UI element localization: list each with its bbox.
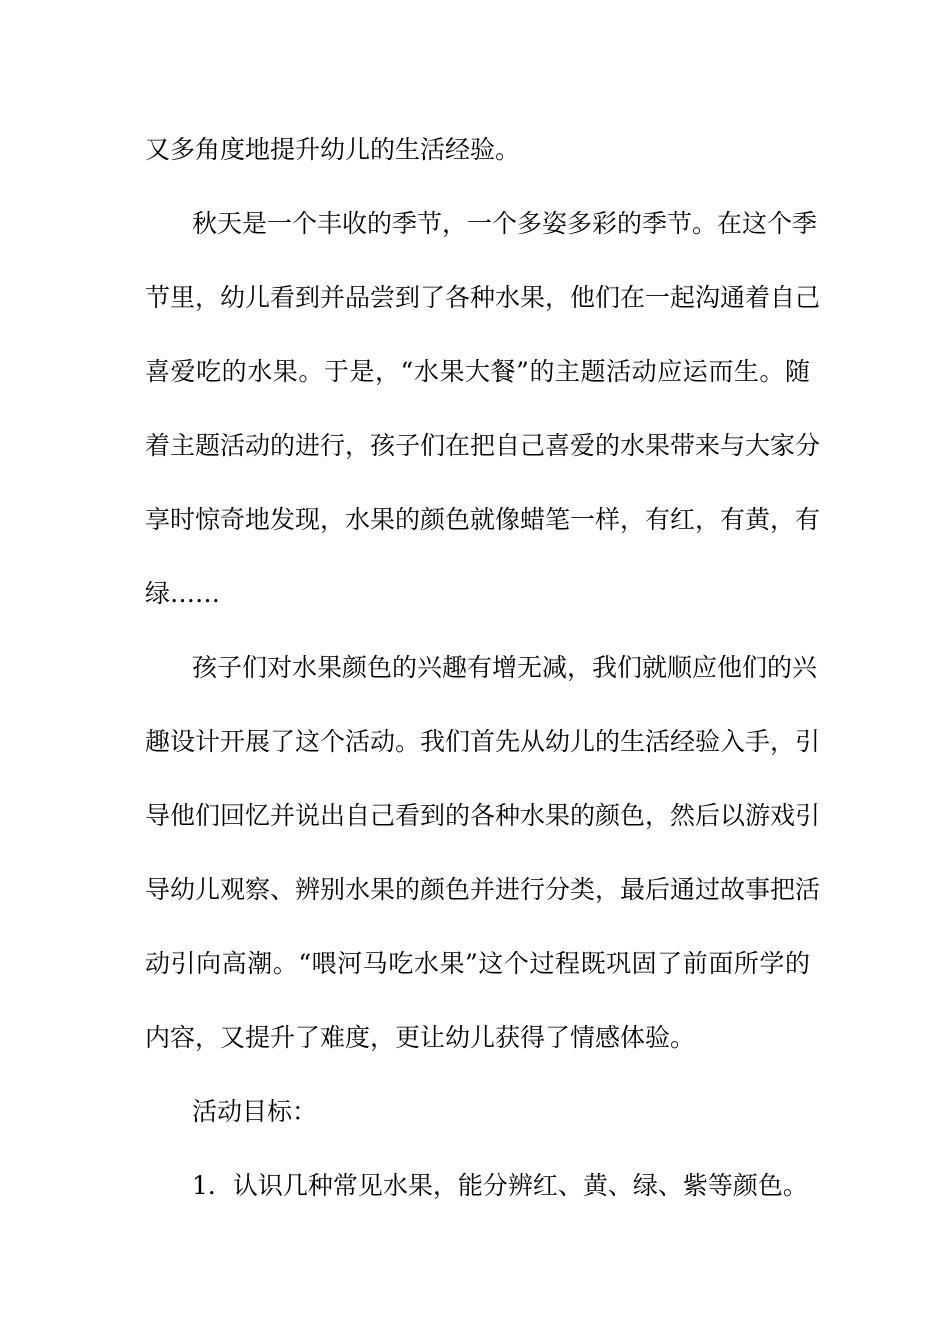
- paragraph-line: 孩子们对水果颜色的兴趣有增无减，我们就顺应他们的兴: [192, 653, 818, 682]
- paragraph-line: 动引向高潮。“喂河马吃水果”这个过程既巩固了前面所学的: [145, 949, 810, 978]
- paragraph-line: 着主题活动的进行，孩子们在把自己喜爱的水果带来与大家分: [145, 431, 821, 460]
- paragraph-line: 秋天是一个丰收的季节，一个多姿多彩的季节。在这个季: [192, 209, 818, 238]
- paragraph-line: 趣设计开展了这个活动。我们首先从幼儿的生活经验入手，引: [145, 727, 821, 756]
- list-item: 1．认识几种常见水果，能分辨红、黄、绿、紫等颜色。: [192, 1171, 808, 1200]
- paragraph-line: 享时惊奇地发现，水果的颜色就像蜡笔一样，有红，有黄，有: [145, 505, 821, 534]
- paragraph-line: 导幼儿观察、辨别水果的颜色并进行分类，最后通过故事把活: [145, 875, 821, 904]
- paragraph-line: 节里，幼儿看到并品尝到了各种水果，他们在一起沟通着自己: [145, 283, 821, 312]
- paragraph-line: 内容，又提升了难度，更让幼儿获得了情感体验。: [145, 1023, 696, 1052]
- paragraph-line: 导他们回忆并说出自己看到的各种水果的颜色，然后以游戏引: [145, 801, 821, 830]
- paragraph-line: 绿……: [145, 579, 221, 608]
- paragraph-line: 又多角度地提升幼儿的生活经验。: [145, 135, 521, 164]
- paragraph-line: 喜爱吃的水果。于是，“水果大餐”的主题活动应运而生。随: [145, 357, 810, 386]
- section-heading: 活动目标：: [192, 1097, 318, 1126]
